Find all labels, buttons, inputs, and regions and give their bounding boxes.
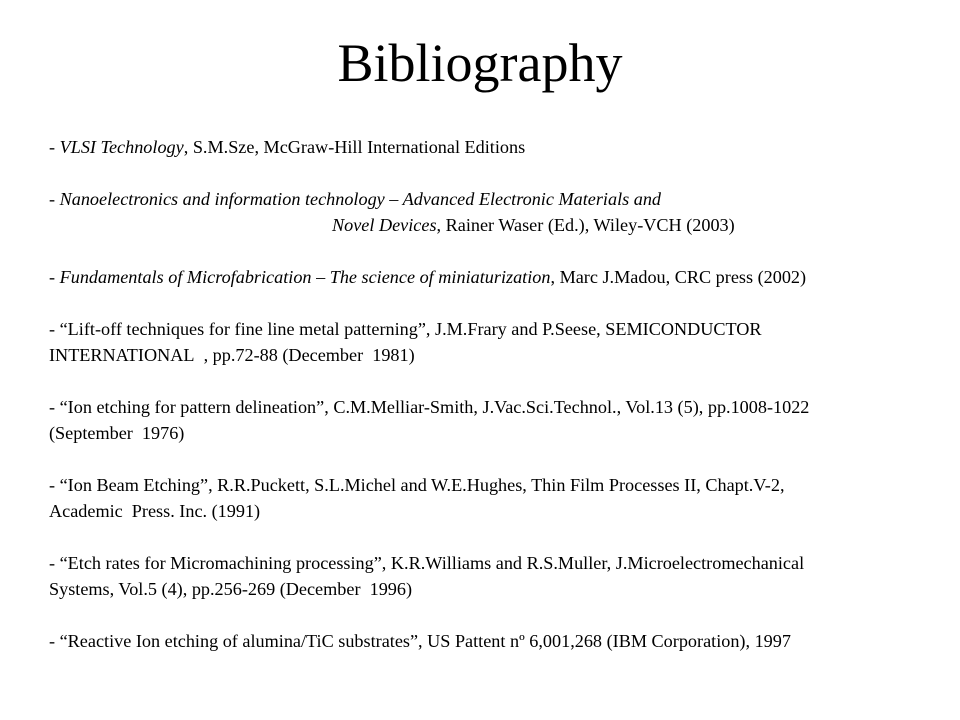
reference-line: - “Ion Beam Etching”, R.R.Puckett, S.L.Michel and W.E.Hughes, Thin Film Processes II, Chapt.V-2, bbox=[49, 475, 785, 495]
slide-title: Bibliography bbox=[337, 33, 623, 93]
reference-prefix: - bbox=[49, 267, 60, 287]
reference-line bbox=[49, 264, 944, 290]
reference-list bbox=[49, 134, 944, 654]
reference-details: , S.M.Sze, McGraw-Hill International Editions bbox=[183, 137, 526, 157]
reference-line: - “Reactive Ion etching of alumina/TiC substrates”, US Pattent nº 6,001,268 (IBM Corporation), 1997 bbox=[49, 631, 791, 651]
reference-title: VLSI Technology bbox=[59, 137, 184, 157]
reference-title: Nanoelectronics and information technology – Advanced Electronic Materials and bbox=[59, 189, 662, 209]
reference-item-7 bbox=[49, 550, 944, 602]
reference-line-continued: Systems, Vol.5 (4), pp.256-269 (December 1996) bbox=[49, 579, 413, 599]
reference-details: , Rainer Waser (Ed.), Wiley-VCH (2003) bbox=[436, 215, 735, 235]
reference-line-continued: INTERNATIONAL , pp.72-88 (December 1981) bbox=[49, 345, 415, 365]
reference-line bbox=[49, 134, 944, 160]
reference-item-3 bbox=[49, 264, 944, 290]
reference-item-4 bbox=[49, 316, 944, 368]
reference-title: Fundamentals of Microfabrication – The science of miniaturization bbox=[59, 267, 551, 287]
reference-item-2 bbox=[49, 186, 944, 238]
reference-prefix: - bbox=[49, 137, 60, 157]
reference-prefix: - bbox=[49, 189, 60, 209]
reference-title-continued: Novel Devices bbox=[332, 215, 437, 235]
reference-line-continued: (September 1976) bbox=[49, 423, 185, 443]
reference-line-continued bbox=[49, 212, 944, 238]
reference-line: - “Etch rates for Micromachining processing”, K.R.Williams and R.S.Muller, J.Microelectromechanical bbox=[49, 553, 805, 573]
reference-item-1 bbox=[49, 134, 944, 160]
reference-line: - “Ion etching for pattern delineation”, C.M.Melliar-Smith, J.Vac.Sci.Technol., Vol.13 (5), pp.1008-1022 bbox=[49, 397, 810, 417]
reference-line bbox=[49, 186, 944, 212]
reference-line-continued: Academic Press. Inc. (1991) bbox=[49, 501, 261, 521]
reference-details: , Marc J.Madou, CRC press (2002) bbox=[550, 267, 807, 287]
reference-item-6 bbox=[49, 472, 944, 524]
reference-item-5 bbox=[49, 394, 944, 446]
reference-line: - “Lift-off techniques for fine line metal patterning”, J.M.Frary and P.Seese, SEMICONDUCTOR bbox=[49, 319, 762, 339]
reference-item-8 bbox=[49, 628, 944, 654]
